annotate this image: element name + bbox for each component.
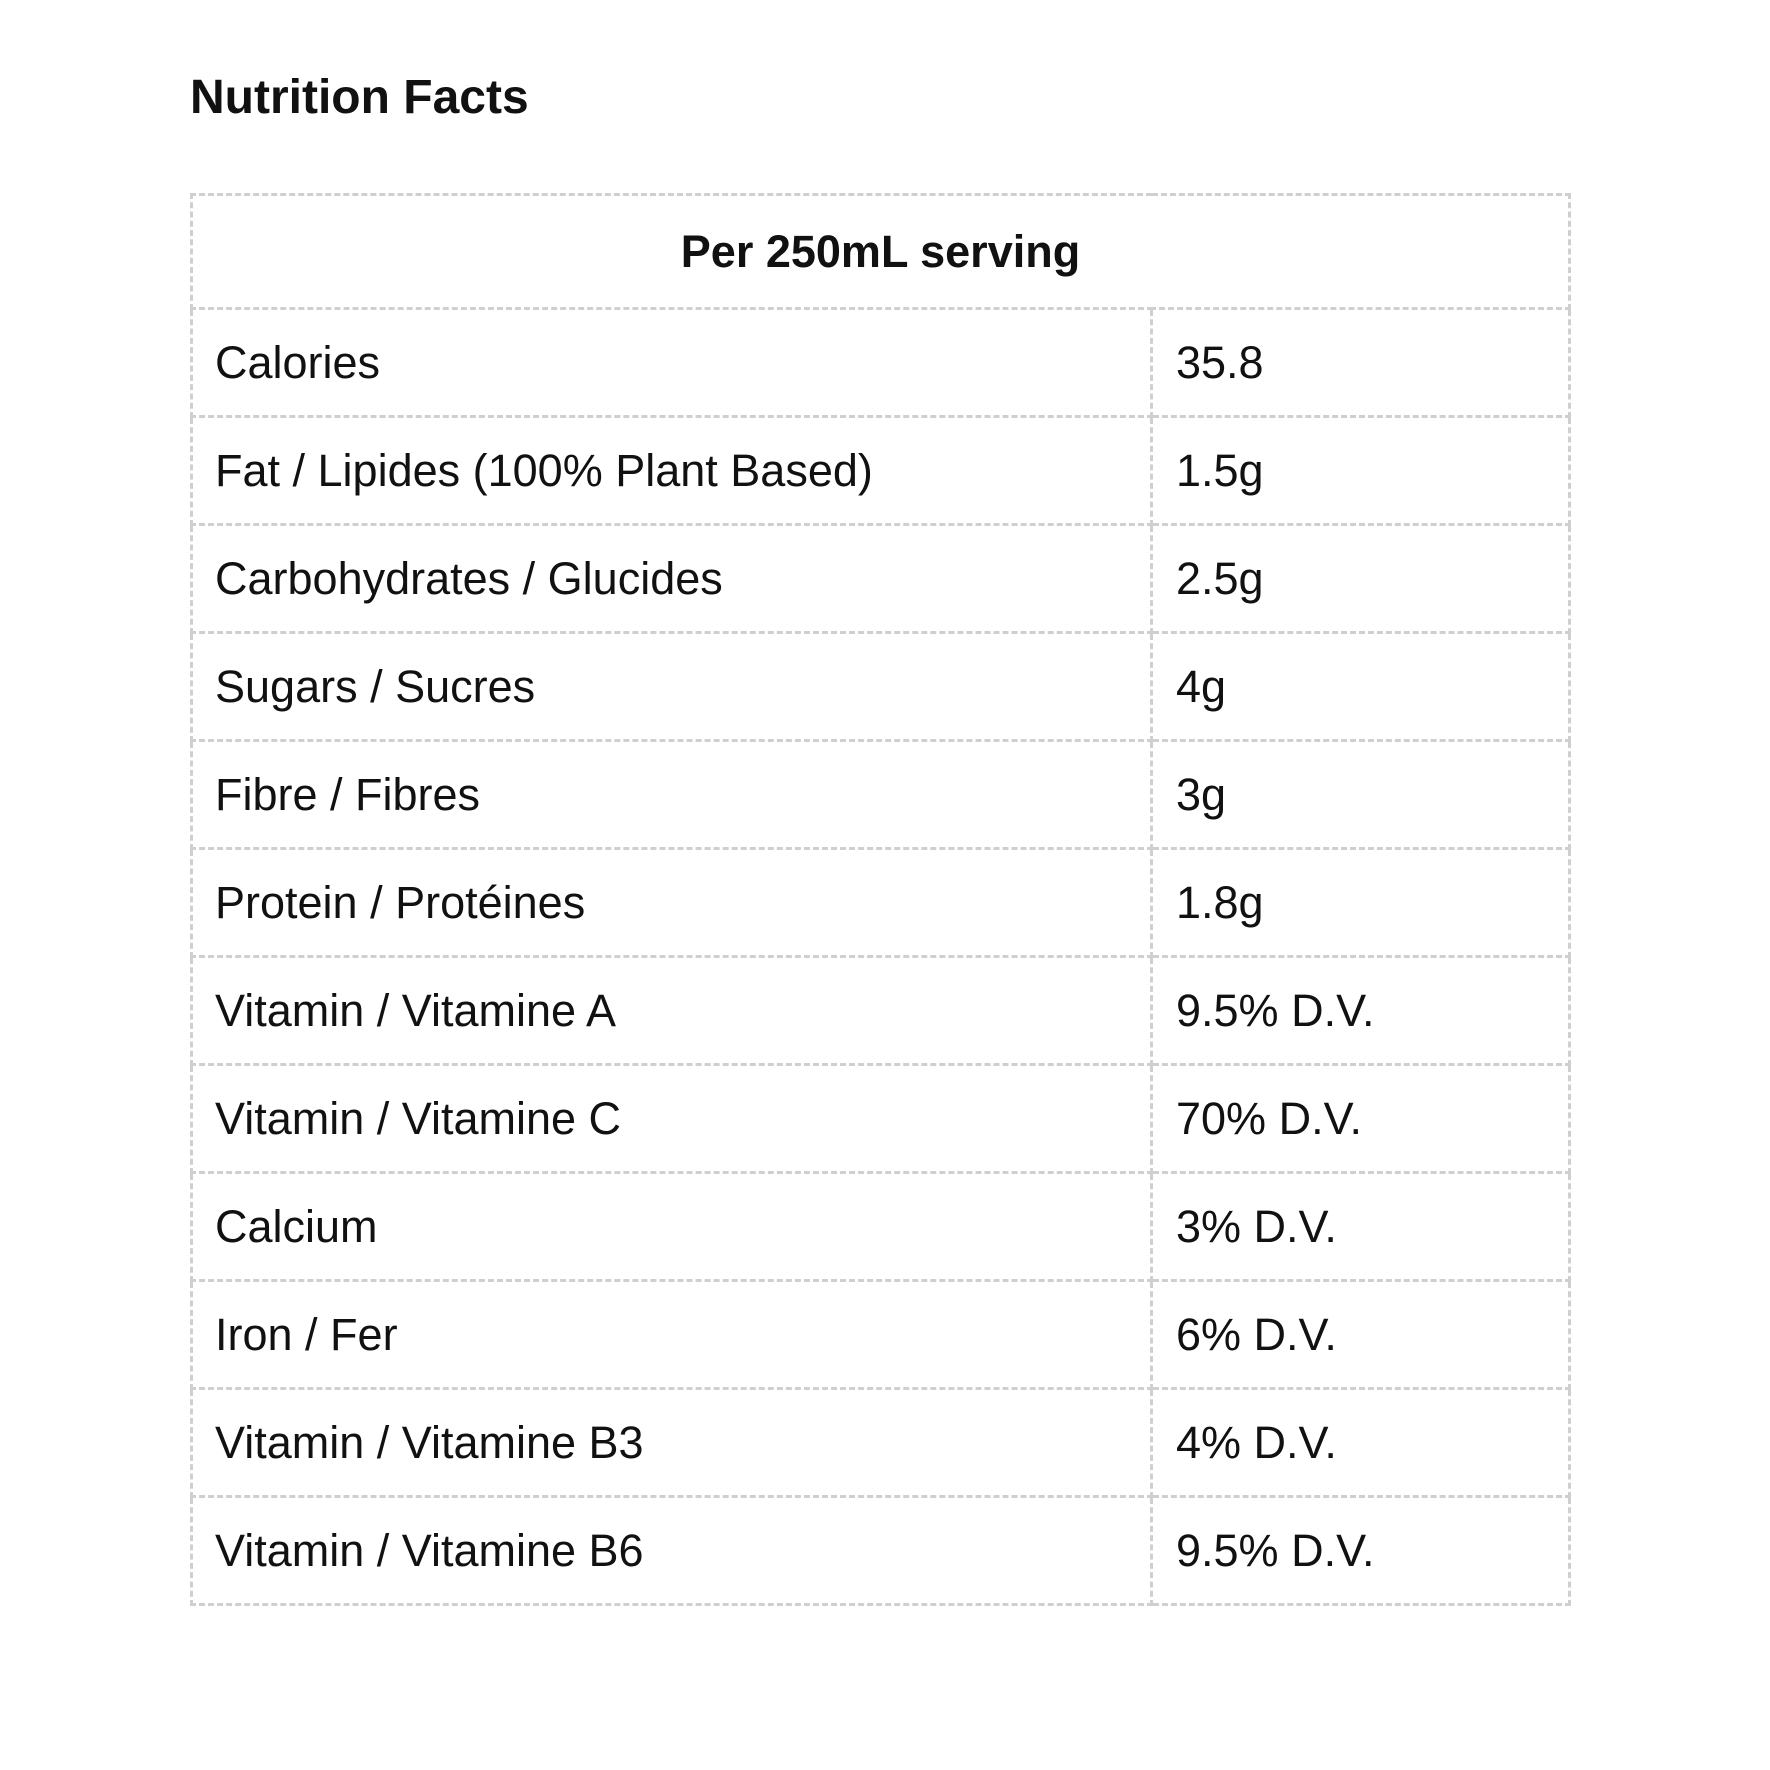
table-row <box>192 417 1570 525</box>
nutrient-label: Calcium <box>192 1173 1152 1281</box>
nutrient-value: 3g <box>1152 741 1570 849</box>
table-header-row <box>192 195 1570 309</box>
table-row <box>192 741 1570 849</box>
nutrient-value: 4g <box>1152 633 1570 741</box>
table-row <box>192 1389 1570 1497</box>
nutrient-value: 70% D.V. <box>1152 1065 1570 1173</box>
table-row <box>192 633 1570 741</box>
nutrient-value: 4% D.V. <box>1152 1389 1570 1497</box>
nutrient-label: Vitamin / Vitamine C <box>192 1065 1152 1173</box>
nutrient-value: 9.5% D.V. <box>1152 1497 1570 1605</box>
table-row <box>192 1497 1570 1605</box>
table-row <box>192 525 1570 633</box>
table-row <box>192 849 1570 957</box>
nutrient-label: Calories <box>192 309 1152 417</box>
table-row <box>192 1065 1570 1173</box>
nutrient-label: Fat / Lipides (100% Plant Based) <box>192 417 1152 525</box>
nutrient-label: Vitamin / Vitamine B6 <box>192 1497 1152 1605</box>
nutrient-label: Protein / Protéines <box>192 849 1152 957</box>
nutrient-value: 6% D.V. <box>1152 1281 1570 1389</box>
nutrient-value: 35.8 <box>1152 309 1570 417</box>
nutrient-value: 3% D.V. <box>1152 1173 1570 1281</box>
nutrient-value: 2.5g <box>1152 525 1570 633</box>
table-row <box>192 1173 1570 1281</box>
nutrient-label: Vitamin / Vitamine B3 <box>192 1389 1152 1497</box>
page-title: Nutrition Facts <box>190 71 529 124</box>
nutrient-label: Vitamin / Vitamine A <box>192 957 1152 1065</box>
nutrient-label: Carbohydrates / Glucides <box>192 525 1152 633</box>
nutrient-label: Fibre / Fibres <box>192 741 1152 849</box>
nutrient-label: Sugars / Sucres <box>192 633 1152 741</box>
table-row <box>192 309 1570 417</box>
serving-size-header: Per 250mL serving <box>192 195 1570 309</box>
nutrition-table <box>190 193 1571 1606</box>
nutrient-value: 1.8g <box>1152 849 1570 957</box>
nutrient-value: 1.5g <box>1152 417 1570 525</box>
nutrient-value: 9.5% D.V. <box>1152 957 1570 1065</box>
table-row <box>192 1281 1570 1389</box>
table-row <box>192 957 1570 1065</box>
nutrient-label: Iron / Fer <box>192 1281 1152 1389</box>
table-body <box>192 309 1570 1605</box>
